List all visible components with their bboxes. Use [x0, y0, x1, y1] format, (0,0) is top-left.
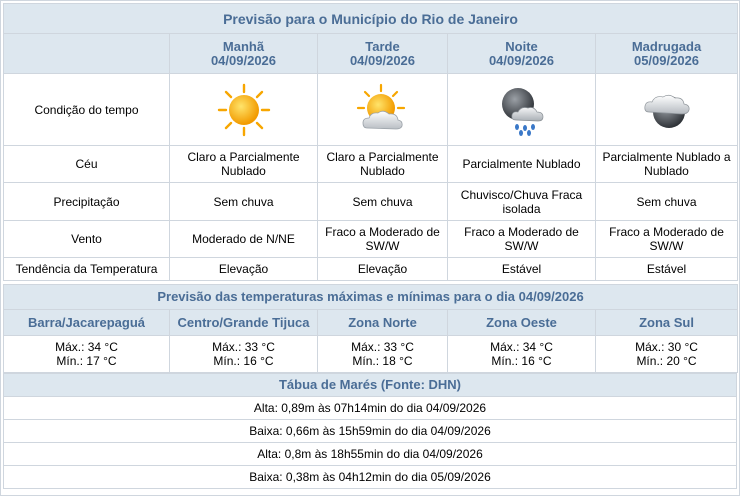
ceu-tarde: Claro a Parcialmente Nublado: [318, 146, 448, 183]
ceu-noite: Parcialmente Nublado: [448, 146, 596, 183]
row-label-ceu: Céu: [4, 146, 170, 183]
ceu-manha: Claro a Parcialmente Nublado: [170, 146, 318, 183]
period-date: 04/09/2026: [349, 52, 416, 68]
sun-cloud-icon: [353, 82, 413, 138]
ceu-madrugada: Parcialmente Nublado a Nublado: [596, 146, 738, 183]
row-label-tendencia: Tendência da Temperatura: [4, 258, 170, 281]
temperature-table: [3, 284, 738, 373]
period-header-tarde: [318, 34, 448, 74]
precip-manha: Sem chuva: [170, 183, 318, 221]
row-label-vento: Vento: [4, 221, 170, 258]
temp-min: Mín.: 16 °C: [491, 354, 552, 368]
tendencia-tarde: Elevação: [318, 258, 448, 281]
condition-cell-madrugada: [596, 74, 738, 146]
sun-icon: [216, 82, 272, 138]
forecast-table: [3, 3, 738, 281]
zone-name: Zona Oeste: [448, 310, 596, 336]
temp-max: Máx.: 34 °C: [55, 340, 118, 354]
condition-cell-noite: [448, 74, 596, 146]
vento-manha: Moderado de N/NE: [170, 221, 318, 258]
tides-table: [3, 373, 737, 489]
precip-noite: Chuvisco/Chuva Fraca isolada: [448, 183, 596, 221]
zone-temps: [448, 336, 596, 373]
period-name: Manhã: [222, 38, 265, 54]
zone-name: Barra/Jacarepaguá: [4, 310, 170, 336]
tendencia-madrugada: Estável: [596, 258, 738, 281]
temp-max: Máx.: 33 °C: [212, 340, 275, 354]
row-label-condicao: Condição do tempo: [4, 74, 170, 146]
zone-temps: [170, 336, 318, 373]
zone-temps: [318, 336, 448, 373]
tides-title: Tábua de Marés (Fonte: DHN): [4, 374, 737, 397]
period-date: 05/09/2026: [633, 52, 700, 68]
zone-temps: [596, 336, 738, 373]
period-date: 04/09/2026: [488, 52, 555, 68]
temp-min: Mín.: 20 °C: [636, 354, 697, 368]
vento-madrugada: Fraco a Moderado de SW/W: [596, 221, 738, 258]
temperatures-title: Previsão das temperaturas máximas e mínimas para o dia 04/09/2026: [4, 285, 738, 310]
tendencia-manha: Elevação: [170, 258, 318, 281]
page-title: Previsão para o Município do Rio de Janeiro: [4, 4, 738, 34]
condition-cell-tarde: [318, 74, 448, 146]
header-blank: [4, 34, 170, 74]
zone-name: Zona Sul: [596, 310, 738, 336]
condition-cell-manha: [170, 74, 318, 146]
tide-row: Alta: 0,8m às 18h55min do dia 04/09/2026: [4, 443, 737, 466]
zone-temps: [4, 336, 170, 373]
period-name: Tarde: [365, 38, 400, 54]
precip-madrugada: Sem chuva: [596, 183, 738, 221]
period-header-manha: [170, 34, 318, 74]
temp-max: Máx.: 30 °C: [635, 340, 698, 354]
period-header-madrugada: [596, 34, 738, 74]
period-header-noite: [448, 34, 596, 74]
temp-min: Mín.: 18 °C: [352, 354, 413, 368]
vento-tarde: Fraco a Moderado de SW/W: [318, 221, 448, 258]
zone-name: Centro/Grande Tijuca: [170, 310, 318, 336]
moon-rain-icon: [494, 80, 550, 140]
temp-max: Máx.: 33 °C: [351, 340, 414, 354]
tide-row: Baixa: 0,38m às 04h12min do dia 05/09/2026: [4, 466, 737, 489]
temp-max: Máx.: 34 °C: [490, 340, 553, 354]
tide-row: Baixa: 0,66m às 15h59min do dia 04/09/2026: [4, 420, 737, 443]
moon-cloud-icon: [637, 82, 697, 138]
temp-min: Mín.: 16 °C: [213, 354, 274, 368]
tendencia-noite: Estável: [448, 258, 596, 281]
tide-row: Alta: 0,89m às 07h14min do dia 04/09/2026: [4, 397, 737, 420]
period-name: Noite: [505, 38, 538, 54]
row-label-precipitacao: Precipitação: [4, 183, 170, 221]
zone-name: Zona Norte: [318, 310, 448, 336]
vento-noite: Fraco a Moderado de SW/W: [448, 221, 596, 258]
period-name: Madrugada: [631, 38, 702, 54]
precip-tarde: Sem chuva: [318, 183, 448, 221]
period-date: 04/09/2026: [210, 52, 277, 68]
temp-min: Mín.: 17 °C: [56, 354, 117, 368]
